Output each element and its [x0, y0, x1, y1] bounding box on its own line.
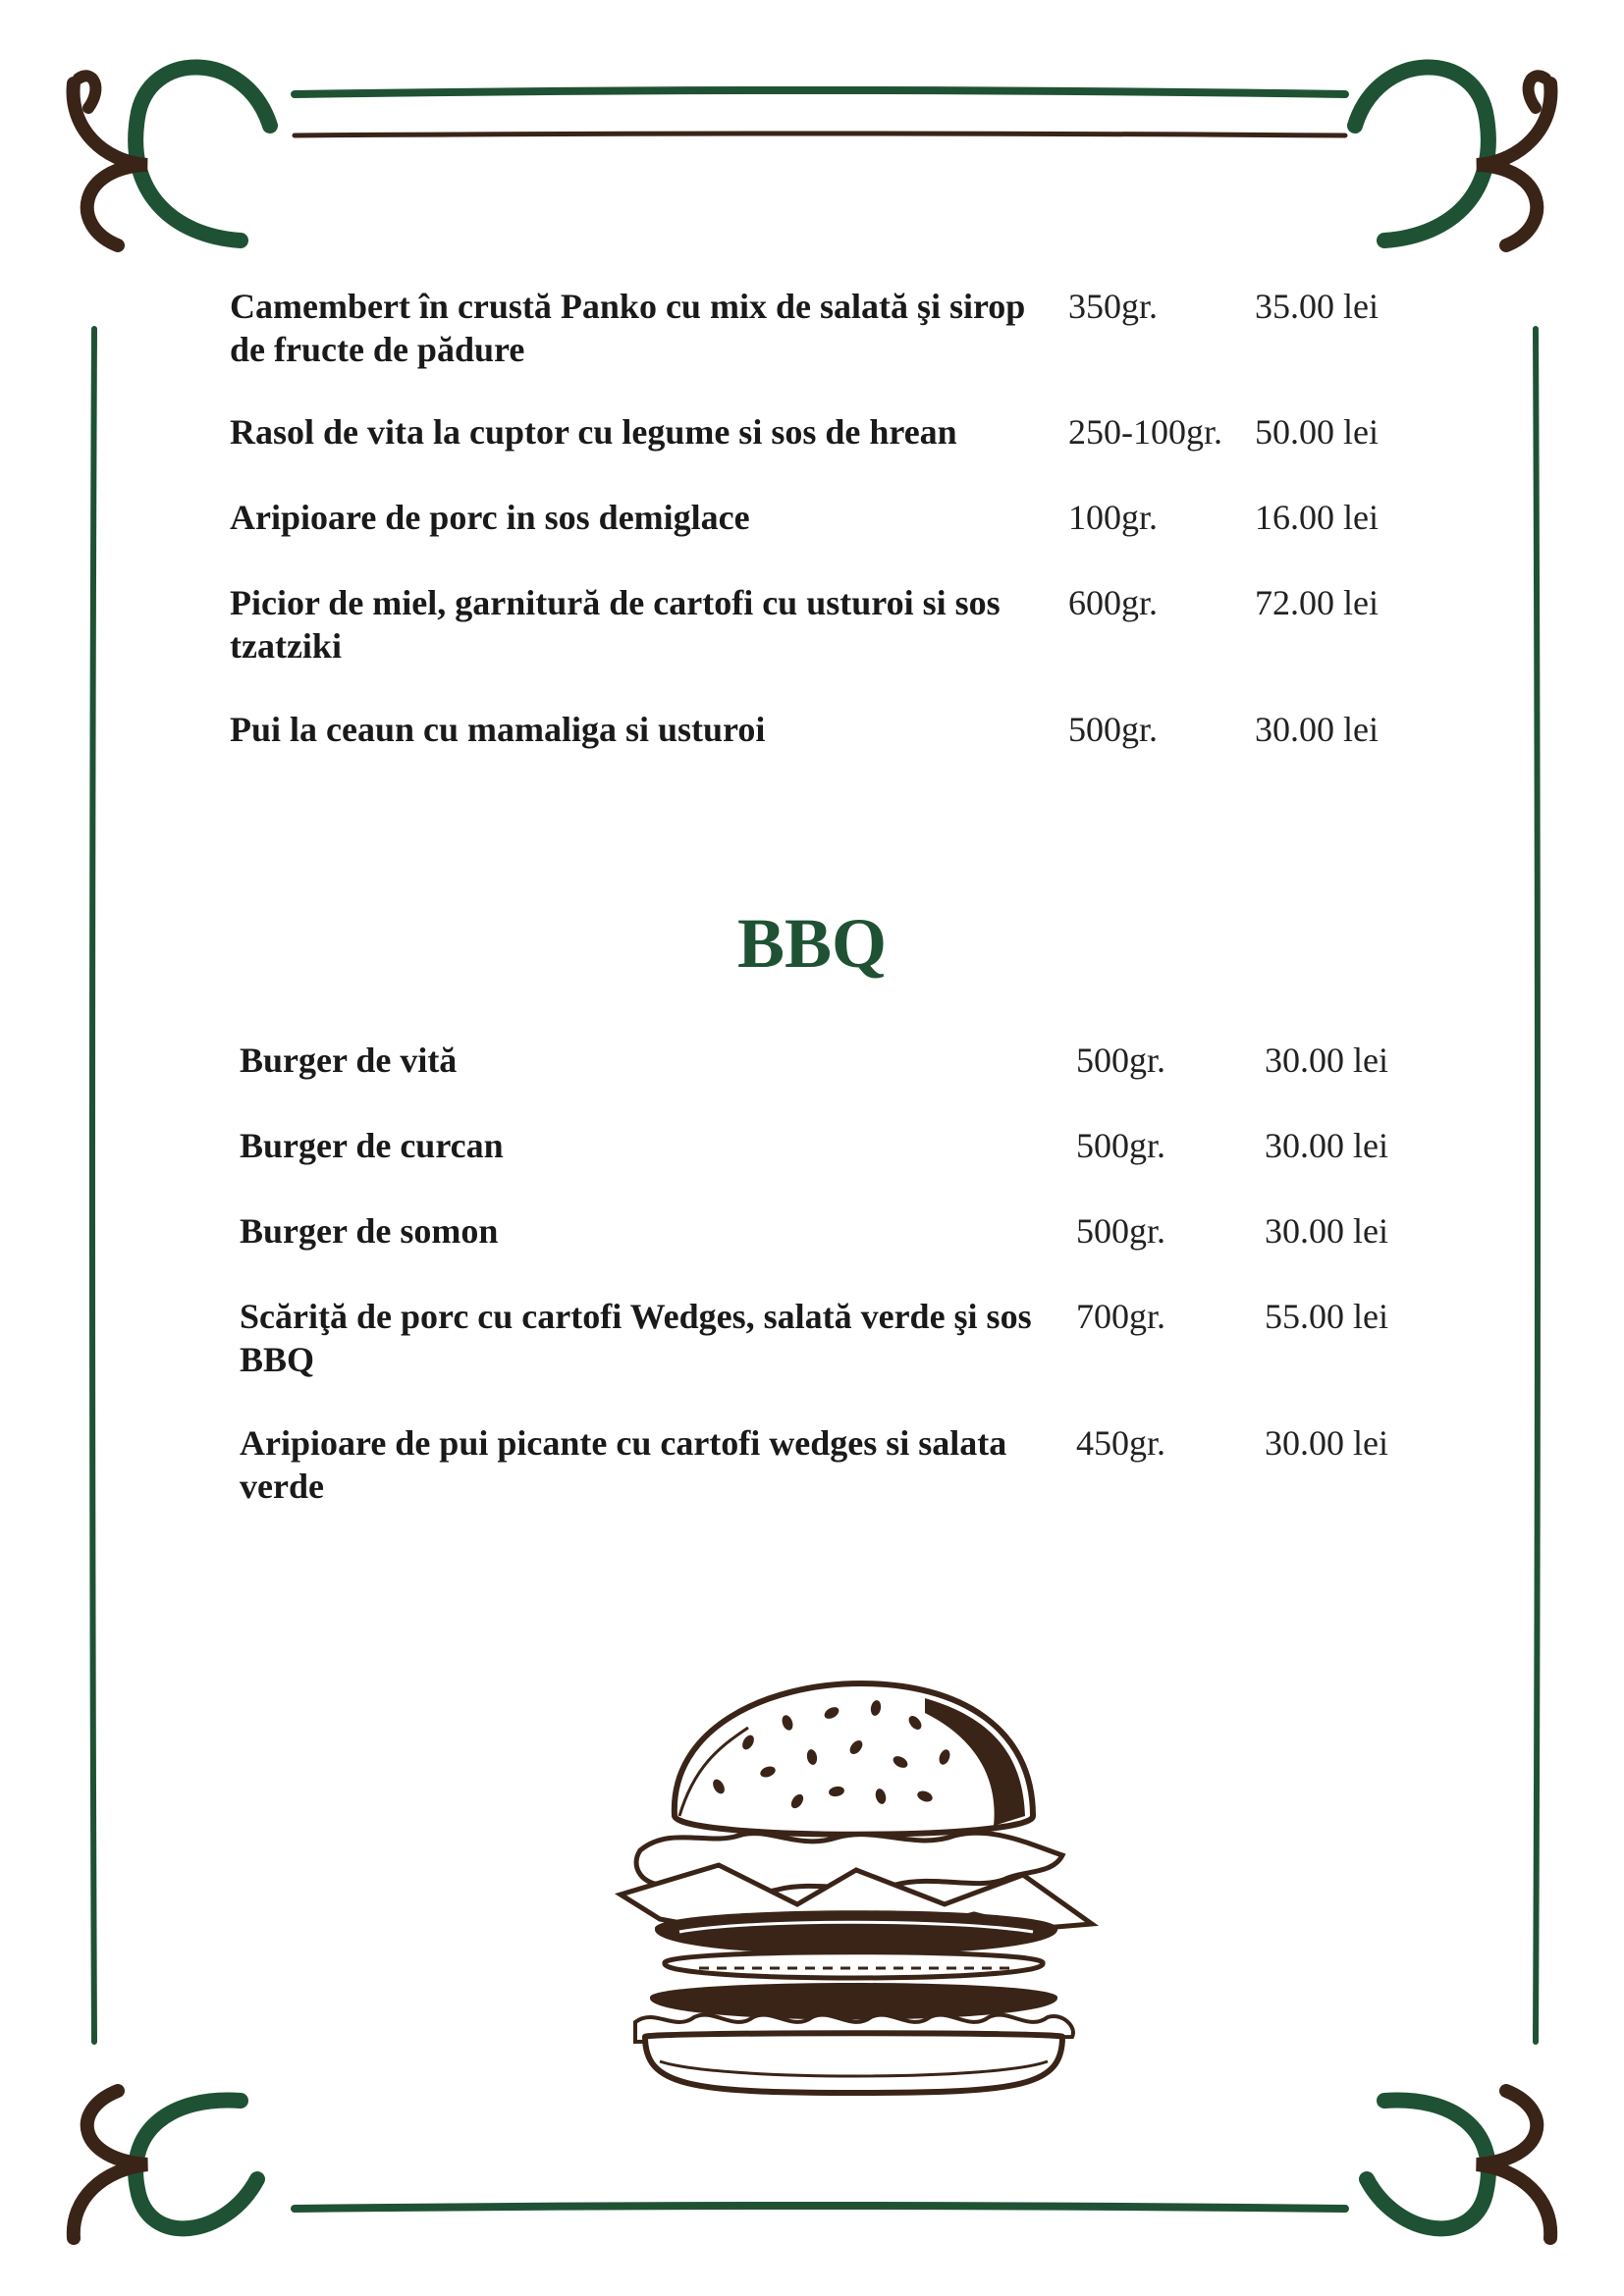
menu-item	[0, 581, 1624, 669]
item-name: Pui la ceaun cu mamaliga si usturoi	[230, 710, 766, 749]
item-price: 55.00 lei	[1265, 1297, 1388, 1336]
item-weight: 500gr.	[1068, 710, 1159, 749]
item-price: 30.00 lei	[1255, 710, 1379, 749]
corner-flourish-bottom-left	[74, 2091, 257, 2238]
menu-item	[0, 708, 1624, 796]
item-weight: 350gr.	[1068, 287, 1159, 326]
menu-item	[0, 1039, 1624, 1127]
item-name: Rasol de vita la cuptor cu legume si sos de hrean	[230, 412, 957, 452]
item-price: 30.00 lei	[1265, 1126, 1388, 1165]
item-price: 72.00 lei	[1255, 583, 1379, 622]
item-name: Aripioare de pui picante cu cartofi wedges si salata verde	[240, 1423, 1007, 1506]
menu-item	[0, 285, 1624, 373]
menu-item	[0, 496, 1624, 584]
item-price: 30.00 lei	[1265, 1423, 1388, 1463]
menu-item	[0, 410, 1624, 499]
item-name: Camembert în crustă Panko cu mix de salată şi sirop de fructe de pădure	[230, 287, 1026, 369]
menu-item	[0, 1295, 1624, 1383]
item-weight: 500gr.	[1076, 1041, 1166, 1080]
item-name: Picior de miel, garnitură de cartofi cu usturoi si sos tzatziki	[230, 583, 1001, 666]
corner-flourish-bottom-right	[1367, 2091, 1550, 2238]
frame-top-line-brown	[295, 133, 1345, 135]
item-price: 30.00 lei	[1265, 1211, 1388, 1251]
item-price: 50.00 lei	[1255, 412, 1379, 452]
frame-top-line-green	[295, 90, 1345, 94]
item-price: 30.00 lei	[1265, 1041, 1388, 1080]
item-weight: 600gr.	[1068, 583, 1159, 622]
item-weight: 100gr.	[1068, 498, 1159, 537]
menu-item	[0, 1421, 1624, 1510]
menu-item	[0, 1209, 1624, 1298]
item-name: Aripioare de porc in sos demiglace	[230, 498, 750, 537]
section-title-bbq: BBQ	[736, 904, 888, 983]
item-name: Burger de curcan	[240, 1126, 504, 1165]
item-weight: 700gr.	[1076, 1297, 1166, 1336]
item-name: Scăriţă de porc cu cartofi Wedges, salată verde şi sos BBQ	[240, 1297, 1032, 1379]
item-weight: 500gr.	[1076, 1126, 1166, 1165]
item-name: Burger de somon	[240, 1211, 499, 1251]
item-price: 35.00 lei	[1255, 287, 1379, 326]
item-weight: 250-100gr.	[1068, 412, 1222, 452]
item-price: 16.00 lei	[1255, 498, 1379, 537]
frame-bottom-line-green	[295, 2206, 1345, 2209]
menu-item	[0, 1124, 1624, 1212]
item-name: Burger de vită	[240, 1041, 458, 1080]
item-weight: 450gr.	[1076, 1423, 1166, 1463]
corner-flourish-top-left	[74, 67, 270, 245]
burger-illustration	[601, 1669, 1111, 2101]
corner-flourish-top-right	[1355, 67, 1550, 245]
item-weight: 500gr.	[1076, 1211, 1166, 1251]
